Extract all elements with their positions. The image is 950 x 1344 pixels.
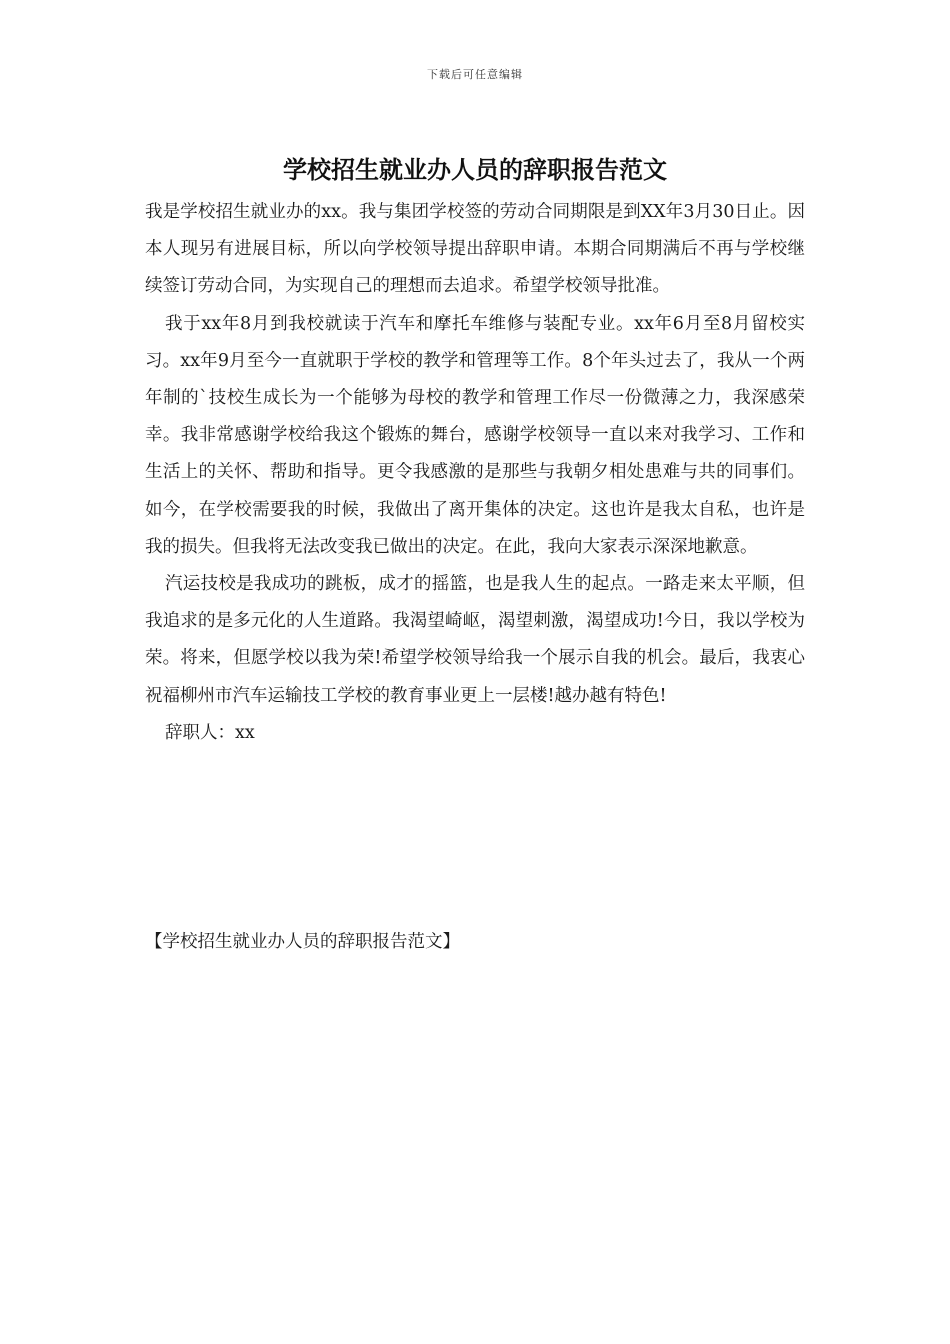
document-title: 学校招生就业办人员的辞职报告范文 [283, 155, 667, 184]
document-footer-note: 【学校招生就业办人员的辞职报告范文】 [145, 932, 460, 952]
page-header-note: 下载后可任意编辑 [427, 68, 523, 81]
document-body [145, 194, 805, 752]
paragraph-2: 我于xx年8月到我校就读于汽车和摩托车维修与装配专业。xx年6月至8月留校实习。xx年9月至今一直就职于学校的教学和管理等工作。8个年头过去了，我从一个两年制的`技校生成长为一个能够为母校的教学和管理工作尽一份微薄之力，我深感荣幸。我非常感谢学校给我这个锻炼的舞台，感谢学校领导一直以来对我学习、工作和生活上的关怀、帮助和指导。更令我感激的是那些与我朝夕相处患难与共的同事们。如今，在学校需要我的时候，我做出了离开集体的决定。这也许是我太自私，也许是我的损失。但我将无法改变我已做出的决定。在此，我向大家表示深深地歉意。 [145, 313, 805, 557]
paragraph-1: 我是学校招生就业办的xx。我与集团学校签的劳动合同期限是到XX年3月30日止。因本人现另有进展目标，所以向学校领导提出辞职申请。本期合同期满后不再与学校继续签订劳动合同，为实现自己的理想而去追求。希望学校领导批准。 [145, 202, 805, 297]
paragraph-3: 汽运技校是我成功的跳板，成才的摇篮，也是我人生的起点。一路走来太平顺，但我追求的是多元化的人生道路。我渴望崎岖，渴望刺激，渴望成功!今日，我以学校为荣。将来，但愿学校以我为荣!希望学校领导给我一个展示自我的机会。最后，我衷心祝福柳州市汽车运输技工学校的教育事业更上一层楼!越办越有特色! [145, 574, 805, 706]
signature-line: 辞职人：xx [165, 722, 255, 743]
